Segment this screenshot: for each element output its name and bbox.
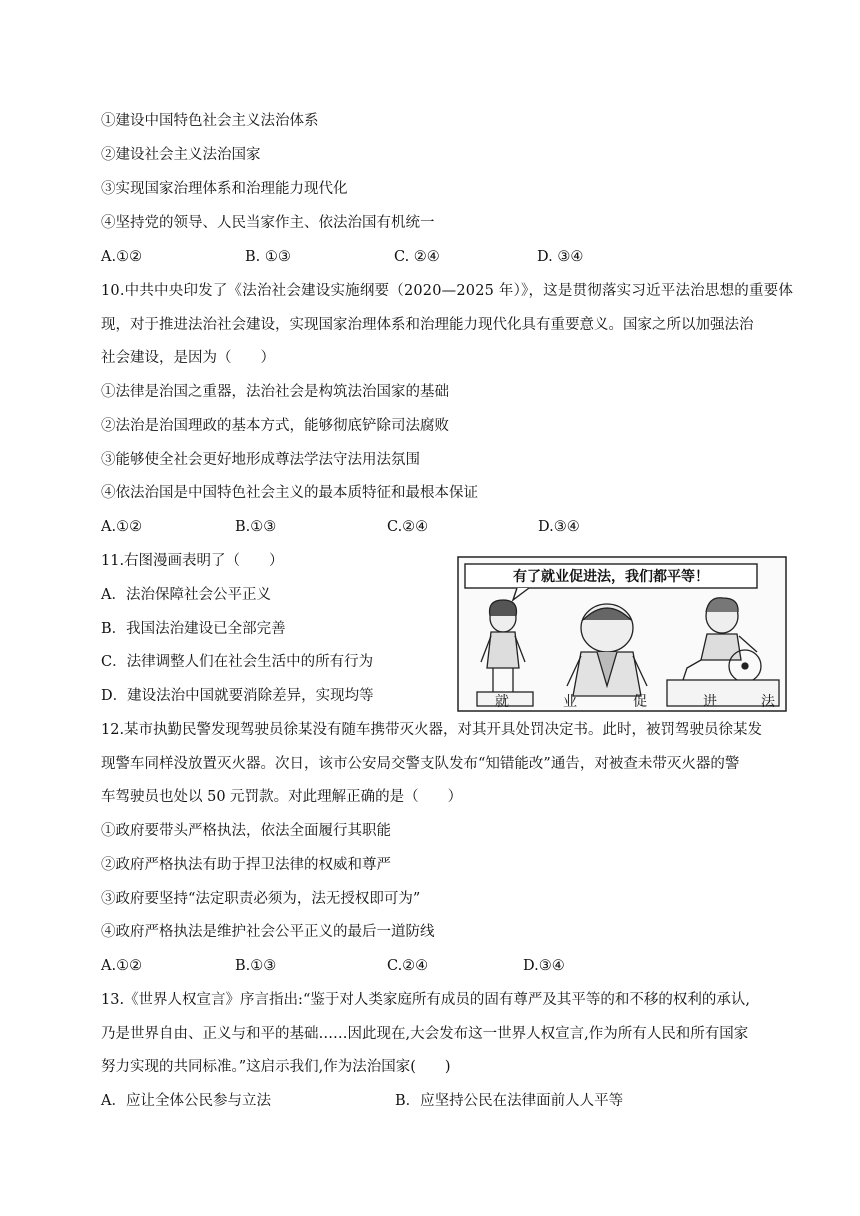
- q11-option-c[interactable]: C．法律调整人们在社会生活中的所有行为: [101, 654, 374, 670]
- q9-item-1: ①建设中国特色社会主义法治体系: [101, 113, 319, 129]
- q10-stem-line-1: 10.中共中央印发了《法治社会建设实施纲要（2020—2025 年）》，这是贯彻落实习近平法治思想的重要体: [101, 283, 794, 299]
- q12-option-d[interactable]: D.③④: [523, 958, 565, 974]
- base-label-2: 业: [563, 694, 577, 710]
- q13-stem-line-1: 13.《世界人权宣言》序言指出:“鉴于对人类家庭所有成员的固有尊严及其平等的和不移的权利的承认,: [101, 992, 750, 1008]
- q10-option-d[interactable]: D.③④: [538, 519, 580, 535]
- base-label-5: 法: [761, 694, 775, 710]
- q10-option-c[interactable]: C.②④: [387, 519, 429, 535]
- q10-option-b[interactable]: B.①③: [235, 519, 277, 535]
- q10-item-2: ②法治是治国理政的基本方式，能够彻底铲除司法腐败: [101, 418, 449, 434]
- q9-item-4: ④坚持党的领导、人民当家作主、依法治国有机统一: [101, 215, 435, 231]
- q12-option-c[interactable]: C.②④: [387, 958, 429, 974]
- q9-item-2: ②建设社会主义法治国家: [101, 147, 261, 163]
- q11-stem: 11.右图漫画表明了（ ）: [101, 553, 284, 569]
- q9-item-3: ③实现国家治理体系和治理能力现代化: [101, 181, 348, 197]
- q10-option-a[interactable]: A.①②: [101, 519, 143, 535]
- q13-option-b[interactable]: B．应坚持公民在法律面前人人平等: [395, 1093, 624, 1109]
- base-label-4: 进: [703, 694, 717, 710]
- q11-option-a[interactable]: A．法治保障社会公平正义: [101, 587, 271, 603]
- q9-option-d[interactable]: D. ③④: [537, 249, 584, 265]
- q11-option-b[interactable]: B．我国法治建设已全部完善: [101, 621, 286, 637]
- q12-option-a[interactable]: A.①②: [101, 958, 143, 974]
- q13-option-a[interactable]: A．应让全体公民参与立法: [101, 1093, 271, 1109]
- cartoon-caption: 有了就业促进法，我们都平等！: [513, 569, 709, 585]
- q12-stem-line-3: 车驾驶员也处以 50 元罚款。对此理解正确的是（ ）: [101, 789, 463, 805]
- q9-option-a[interactable]: A.①②: [101, 249, 143, 265]
- q13-stem-line-2: 乃是世界自由、正义与和平的基础……因此现在,大会发布这一世界人权宣言,作为所有人民和所有国家: [101, 1026, 749, 1042]
- q10-item-4: ④依法治国是中国特色社会主义的最本质特征和最根本保证: [101, 485, 478, 501]
- q10-item-1: ①法律是治国之重器，法治社会是构筑法治国家的基础: [101, 384, 449, 400]
- q9-option-b[interactable]: B. ①③: [245, 249, 291, 265]
- q9-option-c[interactable]: C. ②④: [394, 249, 440, 265]
- q12-option-b[interactable]: B.①③: [235, 958, 277, 974]
- q10-item-3: ③能够使全社会更好地形成尊法学法守法用法氛围: [101, 452, 420, 468]
- q12-stem-line-2: 现警车同样没放置灭火器。次日，该市公安局交警支队发布“知错能改”通告，对被查未带灭火器的警: [101, 756, 740, 772]
- q12-item-1: ①政府要带头严格执法，依法全面履行其职能: [101, 823, 391, 839]
- base-label-3: 促: [633, 694, 647, 710]
- q10-stem-line-2: 现，对于推进法治社会建设，实现国家治理体系和治理能力现代化具有重要意义。国家之所以加强法治: [101, 317, 754, 333]
- q12-item-3: ③政府要坚持“法定职责必须为，法无授权即可为”: [101, 891, 421, 907]
- cartoon-illustration: [457, 556, 787, 712]
- q10-stem-line-3: 社会建设，是因为（ ）: [101, 350, 275, 366]
- q11-option-d[interactable]: D．建设法治中国就要消除差异，实现均等: [101, 688, 374, 704]
- q12-item-2: ②政府严格执法有助于捍卫法律的权威和尊严: [101, 857, 391, 873]
- q13-stem-line-3: 努力实现的共同标准。”这启示我们,作为法治国家( ): [101, 1059, 451, 1075]
- q12-stem-line-1: 12.某市执勤民警发现驾驶员徐某没有随车携带灭火器，对其开具处罚决定书。此时，被罚驾驶员徐某发: [101, 722, 763, 738]
- base-label-1: 就: [495, 694, 509, 710]
- q12-item-4: ④政府严格执法是维护社会公平正义的最后一道防线: [101, 924, 435, 940]
